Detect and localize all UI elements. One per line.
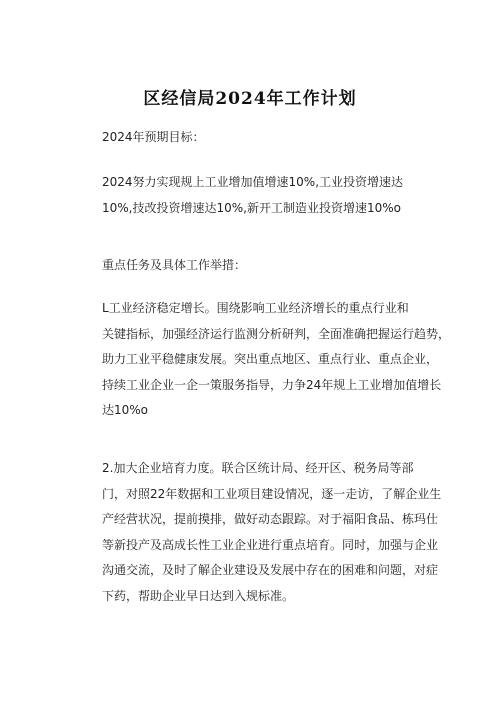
- section-label-targets: 2024年预期目标：: [102, 130, 205, 144]
- paragraph-line: 关键指标，加强经济运行监测分析研判，全面准确把握运行趋势，: [102, 326, 451, 341]
- paragraph-line: 达10%o: [102, 403, 149, 417]
- task2-paragraph: [102, 456, 442, 609]
- paragraph-line: 下药，帮助企业早日达到入规标准。: [102, 588, 295, 603]
- targets-paragraph: [102, 170, 447, 221]
- paragraph-line: L工业经济稳定增长。围绕影响工业经济增长的重点行业和: [102, 301, 409, 315]
- paragraph-line: 2024努力实现规上工业增加值增速10%,工业投资增速达: [102, 175, 404, 189]
- paragraph-line: 2.加大企业培育力度。联合区统计局、经开区、税务局等部: [102, 461, 414, 475]
- paragraph-line: 持续工业企业一企一策服务指导，力争24年规上工业增加值增长: [102, 377, 442, 392]
- document-title: 区经信局2024年工作计划: [143, 89, 357, 109]
- paragraph-line: 门，对照22年数据和工业项目建设情况，逐一走访，了解企业生: [102, 486, 442, 501]
- paragraph-line: 沟通交流，及时了解企业建设及发展中存在的困难和问题，对症: [102, 563, 439, 577]
- paragraph-line: 产经营状况，提前摸排，做好动态跟踪。对于福阳食品、栋玛仕: [102, 512, 439, 526]
- task1-paragraph: [102, 296, 451, 424]
- paragraph-line: 10%,技改投资增速达10%,新开工制造业投资增速10%o: [102, 200, 401, 215]
- paragraph-line: 助力工业平稳健康发展。突出重点地区、重点行业、重点企业，: [102, 352, 439, 366]
- section-label-tasks: 重点任务及具体工作举措：: [102, 258, 247, 272]
- paragraph-line: 等新投产及高成长性工业企业进行重点培育。同时，加强与企业: [102, 537, 439, 552]
